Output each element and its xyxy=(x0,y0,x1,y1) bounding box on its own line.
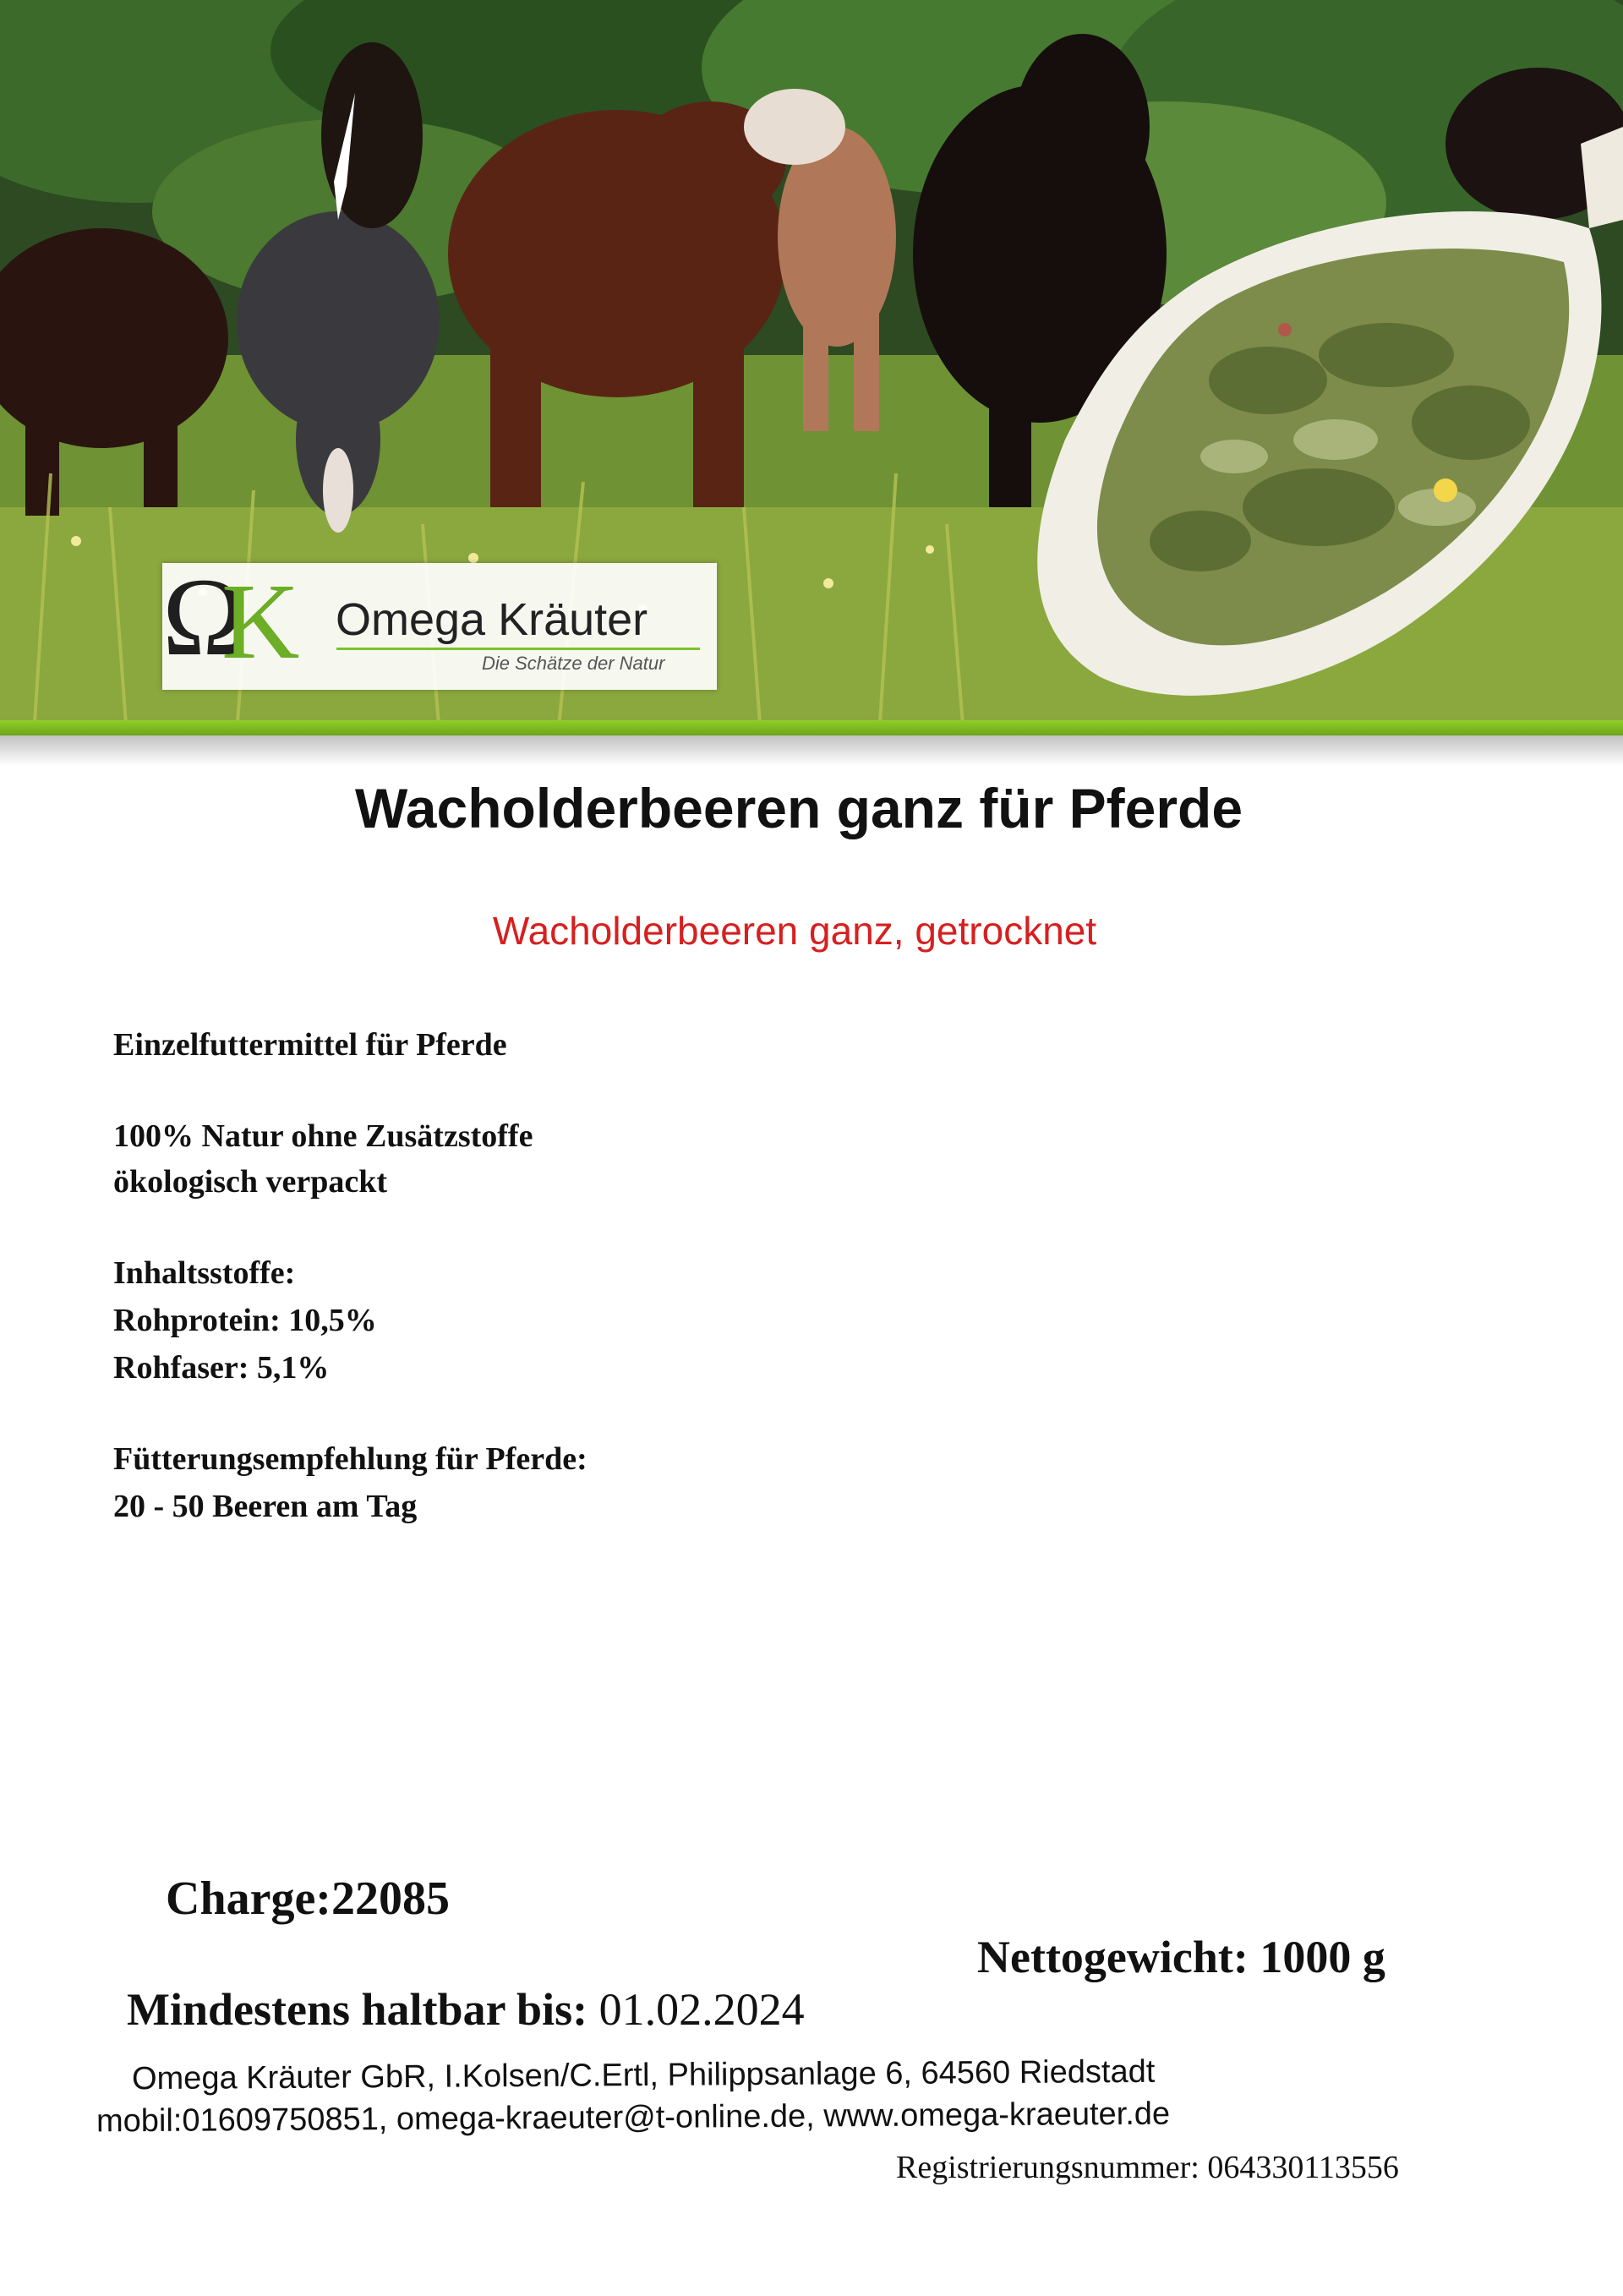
logo-k: K xyxy=(221,563,300,670)
best-before xyxy=(127,1983,805,2036)
ingredients-heading: Inhaltsstoffe: xyxy=(113,1255,296,1291)
registration-number: Registrierungsnummer: 064330113556 xyxy=(896,2150,1399,2185)
natural-claim: 100% Natur ohne Zusätzstoffe xyxy=(113,1118,533,1154)
omega-k-logo-icon xyxy=(162,563,314,670)
feed-type: Einzelfuttermittel für Pferde xyxy=(113,1027,507,1063)
product-title: Wacholderbeeren ganz für Pferde xyxy=(354,777,1243,839)
best-before-date: 01.02.2024 xyxy=(598,1984,805,2035)
net-weight: Nettogewicht: 1000 g xyxy=(977,1932,1385,1982)
feeding-heading: Fütterungsempfehlung für Pferde: xyxy=(113,1441,587,1477)
ingredient-protein: Rohprotein: 10,5% xyxy=(113,1303,377,1338)
logo-tagline: Die Schätze der Natur xyxy=(482,653,665,674)
contact-details: mobil:01609750851, omega-kraeuter@t-online.de, www.omega-kraeuter.de xyxy=(96,2096,1171,2140)
header-photo xyxy=(0,0,1623,735)
product-subtitle: Wacholderbeeren ganz, getrocknet xyxy=(492,909,1097,953)
band-shadow xyxy=(0,735,1623,766)
feeding-amount: 20 - 50 Beeren am Tag xyxy=(113,1489,418,1524)
logo-underline xyxy=(336,648,700,650)
best-before-label: Mindestens haltbar bis: xyxy=(127,1984,588,2035)
logo-brand-name: Omega Kräuter xyxy=(336,594,648,645)
brand-logo xyxy=(162,563,717,690)
ingredient-fiber: Rohfaser: 5,1% xyxy=(113,1350,330,1386)
green-divider-band xyxy=(0,720,1623,735)
packaging-claim: ökologisch verpackt xyxy=(113,1164,388,1200)
logo-omega: Ω xyxy=(162,563,246,670)
contact-address: Omega Kräuter GbR, I.Kolsen/C.Ertl, Philippsanlage 6, 64560 Riedstadt xyxy=(131,2053,1156,2097)
batch-charge: Charge:22085 xyxy=(166,1872,450,1925)
